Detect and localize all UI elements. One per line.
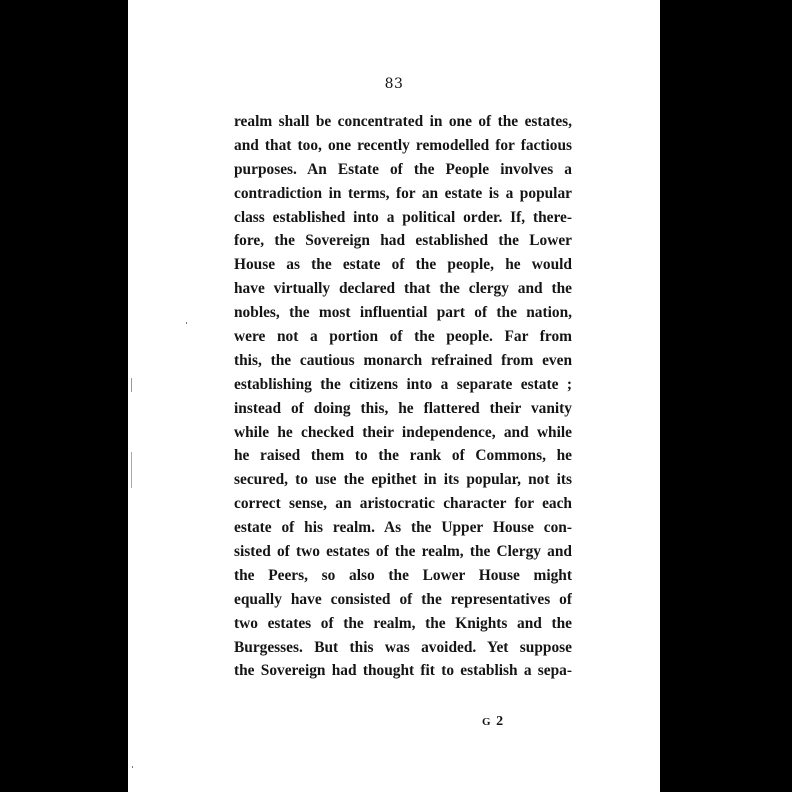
- page-number: 83: [384, 76, 404, 92]
- text-line: correct sense, an aristocratic character for each: [234, 495, 572, 513]
- text-line: two estates of the realm, the Knights and the: [234, 614, 572, 632]
- scan-speck: [131, 378, 132, 392]
- scan-speck: [131, 452, 132, 488]
- signature-letter: G: [482, 716, 492, 728]
- body-text: [234, 110, 572, 683]
- text-line: were not a portion of the people. Far from: [234, 328, 572, 346]
- book-page: [128, 0, 660, 792]
- text-line: the Peers, so also the Lower House might: [234, 566, 572, 584]
- text-line: equally have consisted of the representatives of: [234, 590, 572, 608]
- text-line: and that too, one recently remodelled for factious: [234, 136, 572, 154]
- text-line: instead of doing this, he flattered their vanity: [234, 399, 572, 417]
- text-line: he raised them to the rank of Commons, he: [234, 447, 572, 465]
- signature-number: 2: [496, 714, 505, 729]
- text-line: establishing the citizens into a separate estate ;: [234, 375, 572, 393]
- text-line: estate of his realm. As the Upper House con-: [234, 519, 572, 537]
- text-line: contradiction in terms, for an estate is a popular: [234, 184, 572, 202]
- text-line: class established into a political order. If, there-: [234, 208, 572, 226]
- text-line: nobles, the most influential part of the nation,: [234, 304, 572, 322]
- text-line: realm shall be concentrated in one of the estates,: [234, 113, 572, 130]
- text-line: the Sovereign had thought fit to establish a sepa-: [234, 662, 572, 680]
- text-line: House as the estate of the people, he would: [234, 256, 572, 274]
- text-line: while he checked their independence, and while: [234, 423, 572, 441]
- text-line: sisted of two estates of the realm, the Clergy and: [234, 543, 572, 561]
- scan-speck: [186, 322, 187, 324]
- text-line: have virtually declared that the clergy and the: [234, 280, 572, 298]
- scan-speck: [132, 766, 133, 768]
- text-line: Burgesses. But this was avoided. Yet suppose: [234, 638, 572, 656]
- text-line: secured, to use the epithet in its popular, not its: [234, 471, 572, 489]
- signature-mark: [482, 714, 504, 730]
- text-line: fore, the Sovereign had established the Lower: [234, 232, 572, 250]
- text-line: purposes. An Estate of the People involves a: [234, 160, 572, 178]
- text-line: this, the cautious monarch refrained from even: [234, 351, 572, 369]
